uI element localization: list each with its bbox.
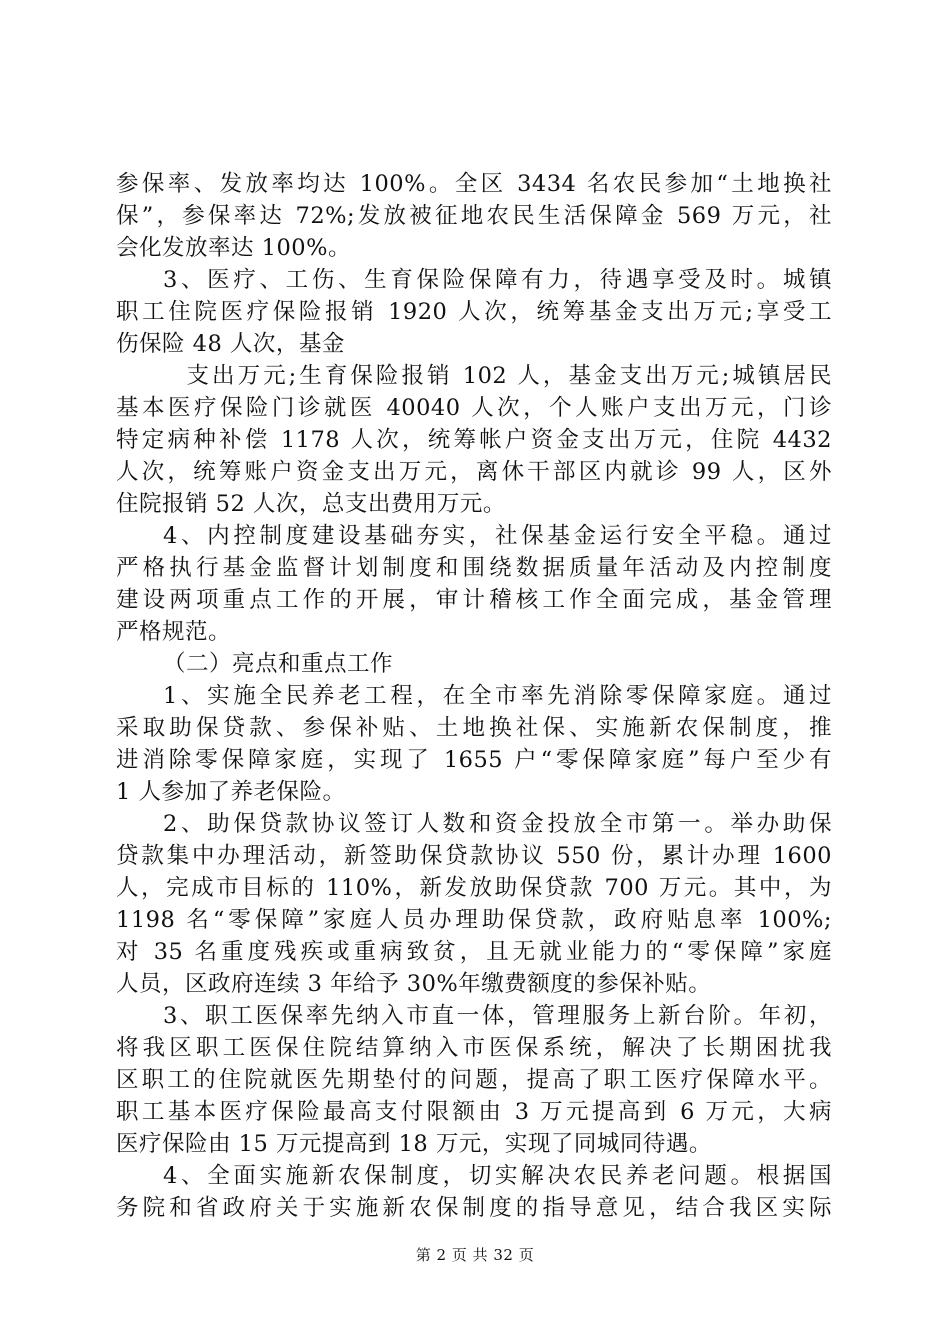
text-line: 伤保险 48 人次，基金 — [116, 331, 345, 357]
text-line: 2、助保贷款协议签订人数和资金投放全市第一。举办助保 — [163, 811, 832, 837]
text-line: 支出万元;生育保险报销 102 人，基金支出万元;城镇居民 — [186, 363, 832, 389]
text-line: 医疗保险由 15 万元提高到 18 万元，实现了同城同待遇。 — [116, 1131, 712, 1157]
text-line: 3、职工医保率先纳入市直一体，管理服务上新台阶。年初， — [163, 1003, 832, 1029]
text-line: 人员，区政府连续 3 年给予 30%年缴费额度的参保补贴。 — [116, 971, 712, 997]
text-line: 采取助保贷款、参保补贴、土地换社保、实施新农保制度，推 — [116, 715, 832, 741]
text-line: 区职工的住院就医先期垫付的问题，提高了职工医疗保障水平。 — [116, 1067, 832, 1093]
text-line: 1198 名“零保障”家庭人员办理助保贷款，政府贴息率 100%; — [116, 907, 832, 933]
text-line: 3、医疗、工伤、生育保险保障有力，待遇享受及时。城镇 — [163, 267, 832, 293]
document-body — [116, 168, 832, 1224]
text-line: 贷款集中办理活动，新签助保贷款协议 550 份，累计办理 1600 — [116, 843, 832, 869]
text-line: 1 人参加了养老保险。 — [116, 779, 346, 805]
text-line: 4、内控制度建设基础夯实，社保基金运行安全平稳。通过 — [163, 523, 832, 549]
text-line: 职工基本医疗保险最高支付限额由 3 万元提高到 6 万元，大病 — [116, 1099, 832, 1125]
text-line: （二）亮点和重点工作 — [163, 651, 394, 677]
text-line: 对 35 名重度残疾或重病致贫，且无就业能力的“零保障”家庭 — [116, 939, 832, 965]
text-line: 4、全面实施新农保制度，切实解决农民养老问题。根据国 — [163, 1163, 832, 1189]
text-line: 务院和省政府关于实施新农保制度的指导意见，结合我区实际 — [116, 1195, 832, 1221]
text-line: 建设两项重点工作的开展，审计稽核工作全面完成，基金管理 — [116, 587, 832, 613]
text-line: 特定病种补偿 1178 人次，统筹帐户资金支出万元，住院 4432 — [116, 427, 832, 453]
text-line: 1、实施全民养老工程，在全市率先消除零保障家庭。通过 — [163, 683, 832, 709]
text-line: 保”，参保率达 72%;发放被征地农民生活保障金 569 万元，社 — [116, 203, 832, 229]
text-line: 会化发放率达 100%。 — [116, 235, 351, 261]
text-line: 住院报销 52 人次，总支出费用万元。 — [116, 491, 506, 517]
page-footer: 第 2 页 共 32 页 — [415, 1246, 535, 1264]
text-line: 基本医疗保险门诊就医 40040 人次，个人账户支出万元，门诊 — [116, 395, 832, 421]
text-line: 参保率、发放率均达 100%。全区 3434 名农民参加“土地换社 — [116, 171, 832, 197]
text-line: 人次，统筹账户资金支出万元，离休干部区内就诊 99 人，区外 — [116, 459, 832, 485]
text-line: 严格执行基金监督计划制度和围绕数据质量年活动及内控制度 — [116, 555, 832, 581]
text-line: 职工住院医疗保险报销 1920 人次，统筹基金支出万元;享受工 — [116, 299, 832, 325]
text-line: 进消除零保障家庭，实现了 1655 户“零保障家庭”每户至少有 — [116, 747, 832, 773]
text-line: 将我区职工医保住院结算纳入市医保系统，解决了长期困扰我 — [116, 1035, 832, 1061]
text-line: 人，完成市目标的 110%，新发放助保贷款 700 万元。其中，为 — [116, 875, 832, 901]
text-line: 严格规范。 — [116, 619, 232, 645]
